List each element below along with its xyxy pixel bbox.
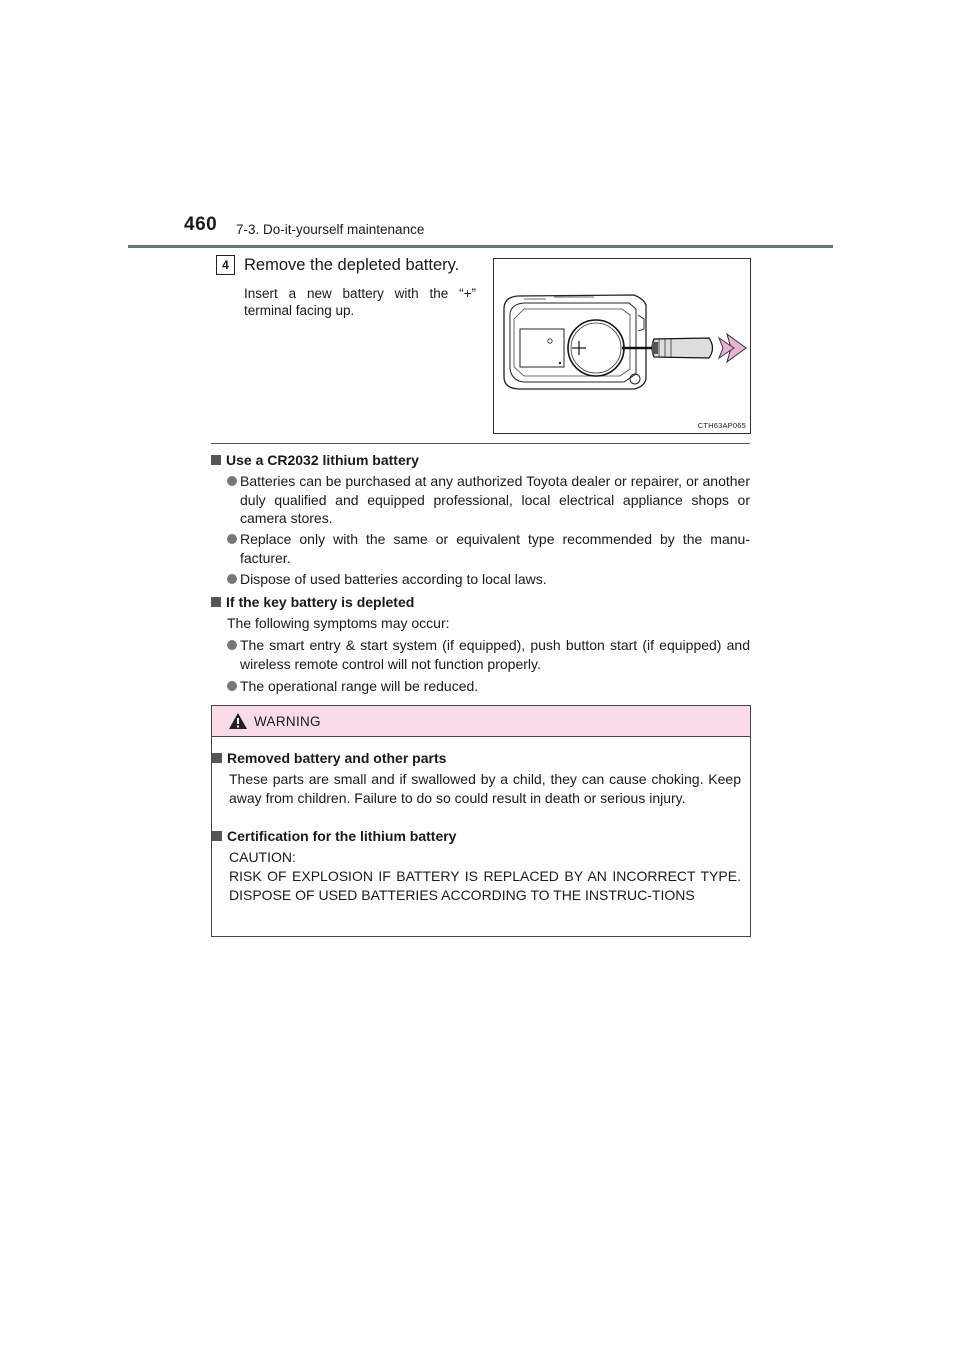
section-intro: The following symptoms may occur:: [227, 615, 450, 631]
section-title: 7-3. Do-it-yourself maintenance: [236, 222, 425, 237]
square-bullet-icon: [212, 831, 222, 841]
square-bullet-icon: [211, 597, 221, 607]
warning-item-heading: Certification for the lithium battery: [212, 828, 456, 844]
warning-caution-label: CAUTION:: [229, 849, 296, 865]
bullet-dot-icon: [227, 681, 237, 691]
warning-item-text: These parts are small and if swallowed by a child, they can cause choking. Keep away from children. Failure to do so could result in death or serious injury.: [229, 771, 741, 806]
bullet-dot-icon: [227, 574, 237, 584]
battery-removal-illustration: [493, 258, 751, 434]
warning-header: [212, 706, 750, 737]
list-item: Dispose of used batteries according to local laws.: [240, 570, 750, 589]
section-heading-depleted-battery: If the key battery is depleted: [211, 594, 414, 610]
list-item: The operational range will be reduced.: [240, 677, 750, 696]
step-number-badge: 4: [216, 255, 235, 275]
warning-label: WARNING: [254, 714, 321, 729]
section-heading-battery-type: Use a CR2032 lithium battery: [211, 452, 419, 468]
warning-item-text: RISK OF EXPLOSION IF BATTERY IS REPLACED BY AN INCORRECT TYPE. DISPOSE OF USED BATTERIES ACCORDING TO THE INSTRUC-TIONS: [229, 868, 741, 903]
step-text: Insert a new battery with the “+” terminal facing up.: [244, 286, 476, 318]
warning-triangle-icon: [228, 712, 248, 730]
bullet-dot-icon: [227, 476, 237, 486]
key-fob-diagram: [494, 259, 750, 433]
bullet-dot-icon: [227, 640, 237, 650]
page-number: 460: [184, 214, 218, 235]
bullet-dot-icon: [227, 534, 237, 544]
square-bullet-icon: [211, 455, 221, 465]
square-bullet-icon: [212, 753, 222, 763]
step-title: Remove the depleted battery.: [244, 256, 460, 274]
list-item: Replace only with the same or equivalent type recommended by the manu-facturer.: [240, 530, 750, 567]
list-item: Batteries can be purchased at any authorized Toyota dealer or repairer, or another duly qualified and equipped professional, local electrical appliance shops or camera stores.: [240, 472, 750, 528]
warning-item-heading: Removed battery and other parts: [212, 750, 446, 766]
warning-box: [211, 705, 751, 937]
figure-code: CTH63AP065: [697, 421, 746, 430]
list-item: The smart entry & start system (if equipped), push button start (if equipped) and wireless remote control will not function properly.: [240, 636, 750, 673]
section-separator: [211, 443, 750, 444]
header-rule: [128, 245, 833, 248]
